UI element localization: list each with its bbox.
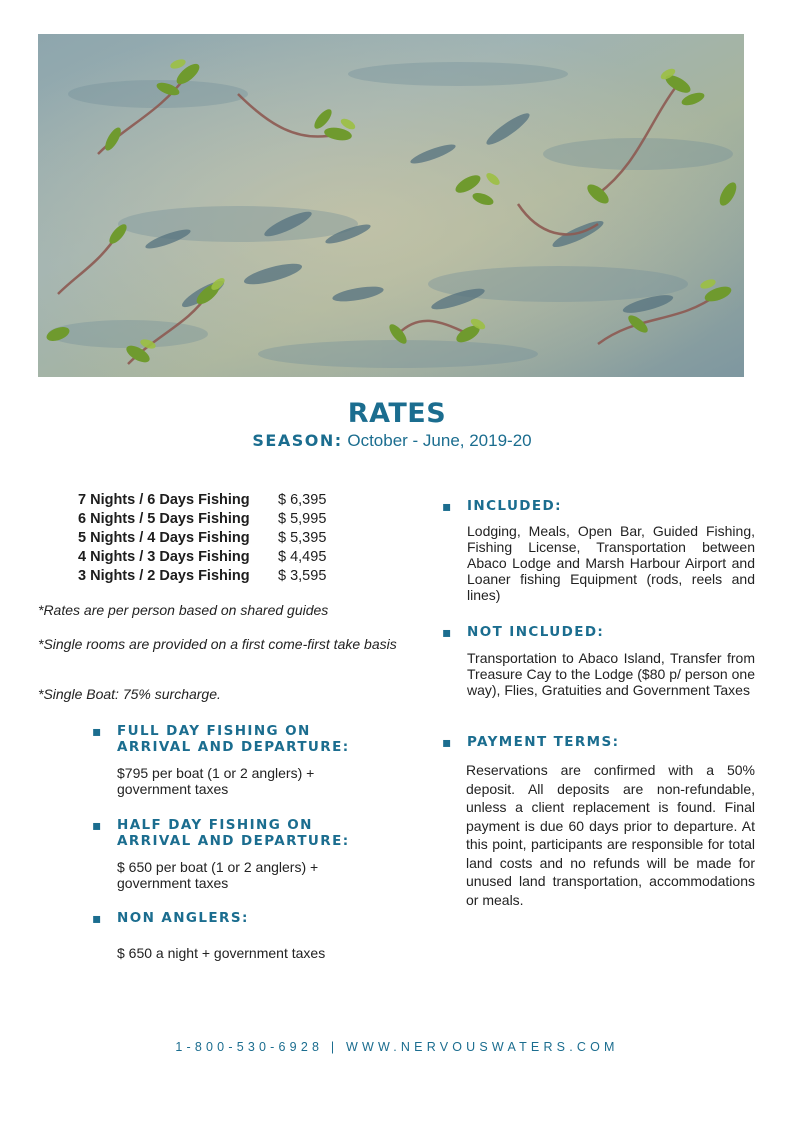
rate-package: 6 Nights / 5 Days Fishing — [78, 511, 250, 527]
rate-package: 3 Nights / 2 Days Fishing — [78, 568, 250, 584]
heading-line: PAYMENT TERMS: — [467, 734, 620, 750]
rate-price: $ 5,995 — [278, 511, 327, 527]
bullet-icon: ▪ — [442, 499, 452, 515]
footer-website[interactable]: WWW.NERVOUSWATERS.COM — [345, 1040, 619, 1054]
non-anglers-heading — [92, 910, 407, 927]
bullet-icon: ▪ — [92, 911, 102, 927]
half-day-text: $ 650 per boat (1 or 2 anglers) + government taxes — [117, 859, 319, 891]
half-day-heading — [92, 817, 407, 849]
full-day-text: $795 per boat (1 or 2 anglers) + government taxes — [117, 765, 315, 797]
heading-line: NOT INCLUDED: — [467, 624, 605, 640]
full-day-heading — [92, 723, 407, 755]
rate-row — [78, 492, 378, 511]
bullet-icon: ▪ — [442, 735, 452, 751]
footer-contact — [0, 1040, 794, 1054]
heading-line: ARRIVAL AND DEPARTURE: — [117, 833, 350, 849]
payment-terms-heading — [442, 734, 747, 751]
rate-package: 5 Nights / 4 Days Fishing — [78, 530, 250, 546]
rate-price: $ 4,495 — [278, 549, 327, 565]
heading-line: FULL DAY FISHING ON — [117, 723, 311, 739]
rate-row — [78, 530, 378, 549]
rate-price: $ 5,395 — [278, 530, 327, 546]
heading-line: INCLUDED: — [467, 498, 562, 514]
bullet-icon: ▪ — [442, 625, 452, 641]
heading-line: ARRIVAL AND DEPARTURE: — [117, 739, 350, 755]
hero-photo — [38, 34, 744, 377]
note-shared-guides: *Rates are per person based on shared guides — [38, 602, 329, 618]
heading-line: NON ANGLERS: — [117, 910, 249, 926]
bullet-icon: ▪ — [92, 818, 102, 834]
footer-phone[interactable]: 1-800-530-6928 — [175, 1040, 324, 1054]
non-anglers-text: $ 650 a night + government taxes — [117, 945, 326, 961]
bullet-icon: ▪ — [92, 724, 102, 740]
note-single-rooms: *Single rooms are provided on a first come-first take basis — [38, 636, 397, 652]
season-value: October - June, 2019-20 — [347, 431, 532, 450]
payment-terms-text: Reservations are confirmed with a 50% deposit. All deposits are non-refundable, unless a client replacement is found. Final payment is due 60 days prior to departure. At this point, participants are responsible for total land costs and no refunds will be made for unused land transportation, accommodations or meals. — [466, 762, 755, 908]
rate-price: $ 3,595 — [278, 568, 327, 584]
not-included-heading — [442, 624, 747, 641]
note-single-boat: *Single Boat: 75% surcharge. — [38, 686, 221, 702]
rate-row — [78, 568, 378, 587]
page-title: RATES — [347, 398, 447, 429]
not-included-text: Transportation to Abaco Island, Transfer from Treasure Cay to the Lodge ($80 p/ person one way), Flies, Gratuities and Government Taxes — [467, 650, 755, 698]
rate-package: 7 Nights / 6 Days Fishing — [78, 492, 250, 508]
season-line — [0, 431, 784, 451]
rate-row — [78, 511, 378, 530]
included-text: Lodging, Meals, Open Bar, Guided Fishing, Fishing License, Transportation between Abaco Lodge and Marsh Harbour Airport and Loaner fishing Equipment (rods, reels and lines) — [467, 523, 755, 603]
heading-line: HALF DAY FISHING ON — [117, 817, 313, 833]
season-label: SEASON: — [252, 431, 343, 450]
included-heading — [442, 498, 747, 515]
rate-row — [78, 549, 378, 568]
rate-price: $ 6,395 — [278, 492, 327, 508]
mangrove-flats-photo — [38, 34, 744, 377]
footer-separator: | — [330, 1040, 339, 1054]
rates-table — [78, 492, 378, 587]
rate-package: 4 Nights / 3 Days Fishing — [78, 549, 250, 565]
